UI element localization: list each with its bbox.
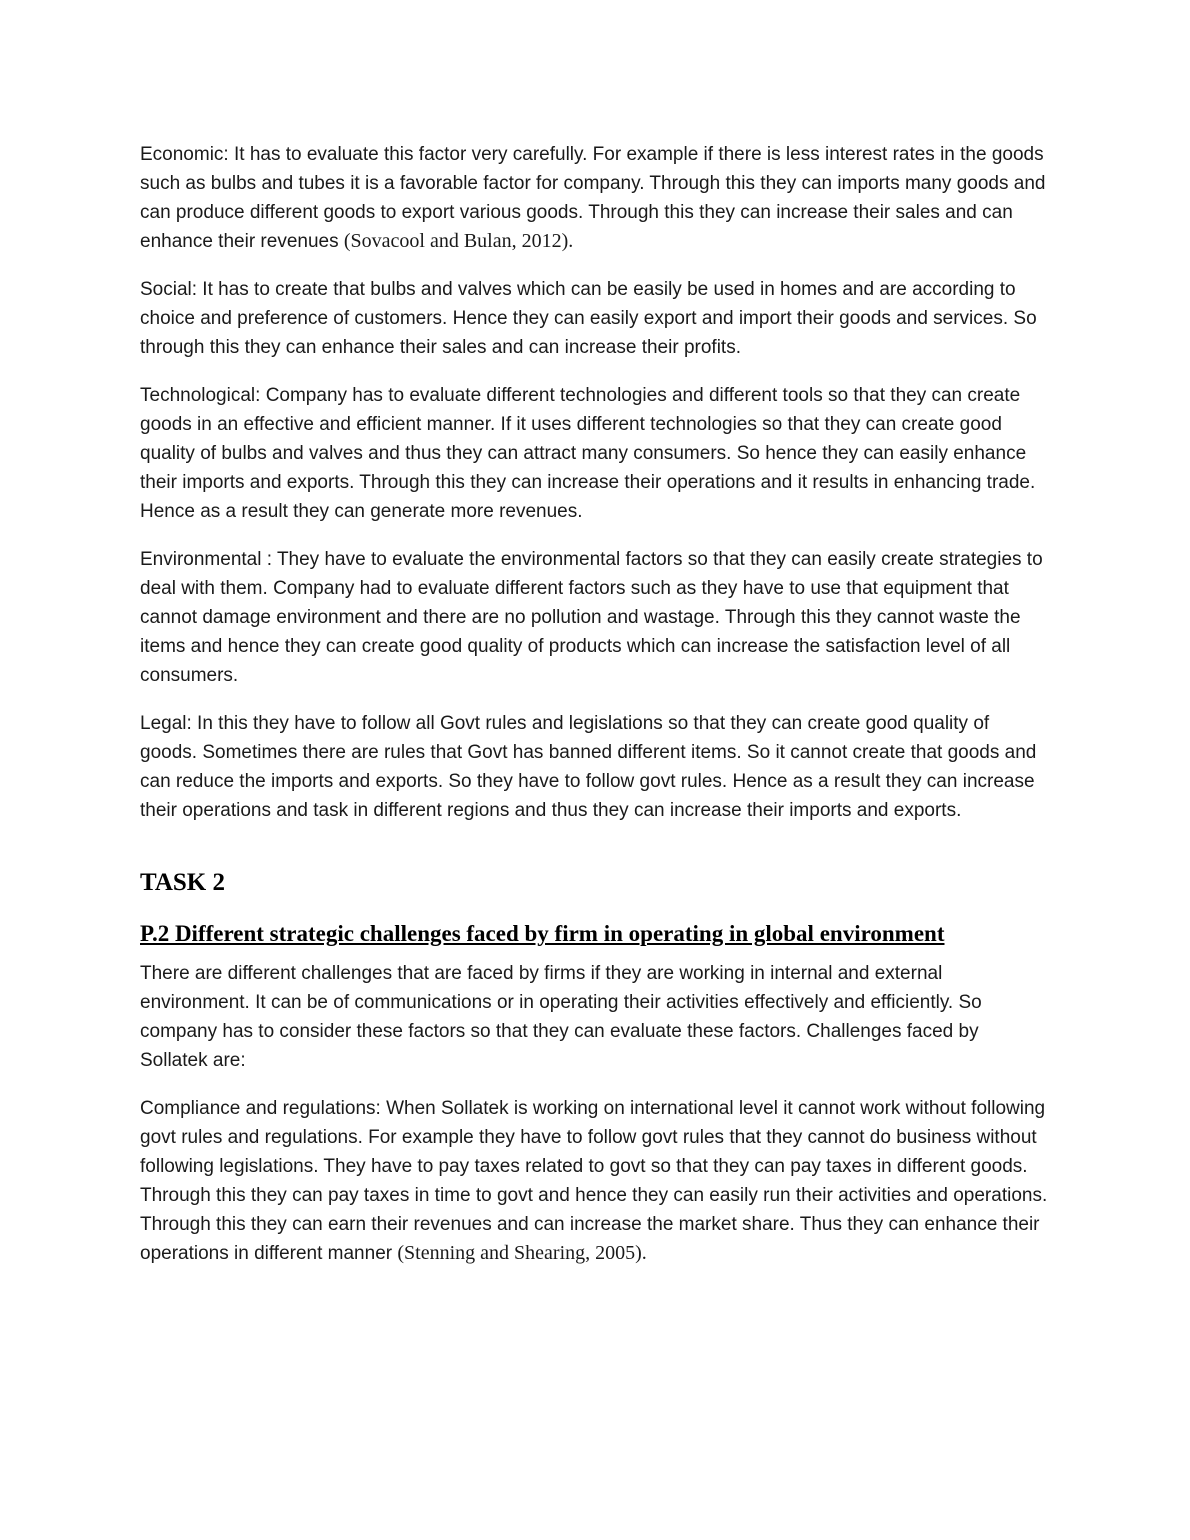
paragraph-legal: [140, 709, 1048, 825]
paragraph-text: Legal: In this they have to follow all Govt rules and legislations so that they can create good quality of goods. Sometimes there are rules that Govt has banned different items. So it cannot create that goods and can reduce the imports and exports. So they have to follow govt rules. Hence as a result they can increase their operations and task in different regions and thus they can increase their imports and exports.: [140, 713, 1037, 821]
paragraph-text: Environmental : They have to evaluate the environmental factors so that they can easily create strategies to deal with them. Company had to evaluate different factors such as they have to use that equipment that cannot damage environment and there are no pollution and wastage. Through this they cannot waste the items and hence they can create good quality of products which can increase the satisfaction level of all consumers.: [140, 549, 1043, 686]
section-heading-p2: P.2 Different strategic challenges faced by firm in operating in global environment: [140, 921, 945, 946]
paragraph-technological: [140, 381, 1048, 526]
paragraph-text: Compliance and regulations: When Sollatek is working on international level it cannot work without following govt rules and regulations. For example they have to follow govt rules that they cannot do business without following legislations. They have to pay taxes related to govt so that they can pay taxes in different goods. Through this they can pay taxes in time to govt and hence they can easily run their activities and operations. Through this they can earn their revenues and can increase the market share. Thus they can enhance their operations in different manner: [140, 1098, 1048, 1264]
paragraph-text: Economic: It has to evaluate this factor very carefully. For example if there is less interest rates in the goods such as bulbs and tubes it is a favorable factor for company. Through this they can imports many goods and can produce different goods to export various goods. Through this they can increase their sales and can enhance their revenues: [140, 144, 1046, 252]
paragraph-text: There are different challenges that are faced by firms if they are working in internal and external environment. It can be of communications or in operating their activities effectively and efficiently. So company has to consider these factors so that they can evaluate these factors. Challenges faced by Sollatek are:: [140, 963, 982, 1071]
paragraph-environmental: [140, 545, 1048, 690]
paragraph-social: [140, 275, 1048, 362]
citation-stenning-shearing: (Stenning and Shearing, 2005).: [397, 1242, 647, 1264]
paragraph-text: Social: It has to create that bulbs and valves which can be easily be used in homes and are according to choice and preference of customers. Hence they can easily export and import their goods and services. So through this they can enhance their sales and can increase their profits.: [140, 279, 1037, 358]
paragraph-challenges-intro: [140, 959, 1048, 1075]
citation-sovacool-bulan: (Sovacool and Bulan, 2012).: [343, 230, 574, 252]
task-2-heading: TASK 2: [140, 869, 225, 896]
paragraph-economic: [140, 140, 1048, 256]
paragraph-compliance-regulations: [140, 1094, 1048, 1268]
paragraph-text: Technological: Company has to evaluate different technologies and different tools so that they can create goods in an effective and efficient manner. If it uses different technologies so that they can create good quality of bulbs and valves and thus they can attract many consumers. So hence they can easily enhance their imports and exports. Through this they can increase their operations and it results in enhancing trade. Hence as a result they can generate more revenues.: [140, 385, 1036, 522]
